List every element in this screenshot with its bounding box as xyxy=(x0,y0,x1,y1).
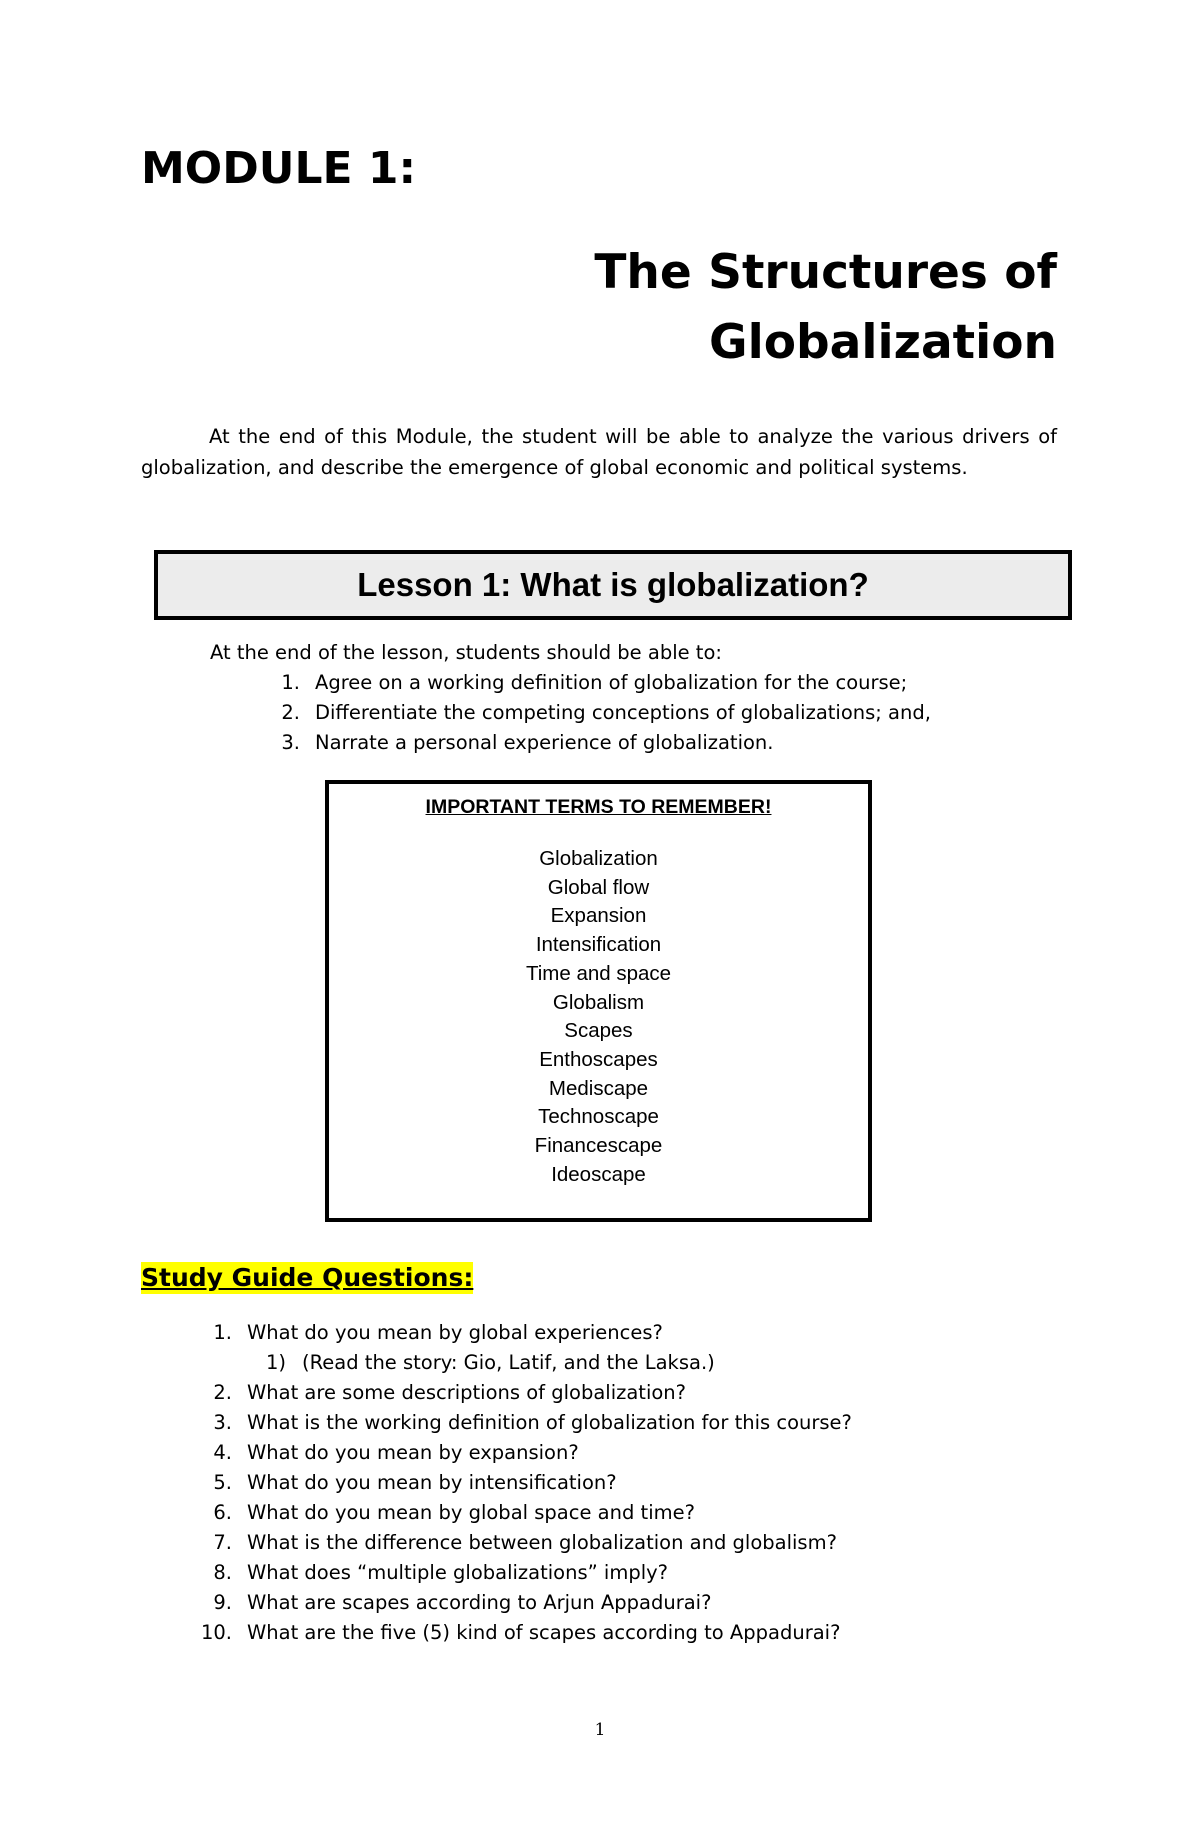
study-question xyxy=(200,1438,852,1468)
terms-list xyxy=(329,845,868,1189)
module-title-line-1: The Structures of xyxy=(594,245,1057,300)
objective-item xyxy=(270,668,931,698)
term-item: Expansion xyxy=(550,904,647,928)
question-number: 7. xyxy=(213,1531,232,1554)
term-item: Time and space xyxy=(525,961,672,985)
question-text: What are the five (5) kind of scapes according to Appadurai? xyxy=(247,1621,841,1644)
study-question xyxy=(200,1318,852,1348)
module-intro-text: At the end of this Module, the student will be able to analyze the various drivers of globalization, and describe the emergence of global economic and political systems. xyxy=(141,425,1057,479)
question-number: 5. xyxy=(213,1471,232,1494)
question-number: 10. xyxy=(200,1621,232,1644)
study-questions-list xyxy=(200,1318,852,1648)
term-item: Technoscape xyxy=(538,1105,659,1129)
question-text: What do you mean by intensification? xyxy=(247,1471,617,1494)
study-question xyxy=(200,1588,852,1618)
term-item: Ideoscape xyxy=(551,1162,646,1186)
question-text: What are some descriptions of globalization? xyxy=(247,1381,686,1404)
question-text: What do you mean by expansion? xyxy=(247,1441,579,1464)
term-item: Mediscape xyxy=(548,1076,649,1100)
study-question xyxy=(200,1498,852,1528)
study-question xyxy=(200,1618,852,1648)
study-question xyxy=(200,1408,852,1438)
lesson-title: Lesson 1: What is globalization? xyxy=(357,566,869,603)
question-text: What do you mean by global experiences? xyxy=(247,1321,663,1344)
terms-heading: IMPORTANT TERMS TO REMEMBER! xyxy=(425,796,772,818)
term-item: Globalization xyxy=(539,847,658,870)
question-text: What do you mean by global space and time? xyxy=(247,1501,695,1524)
question-text: What is the difference between globalization and globalism? xyxy=(247,1531,837,1554)
objectives-list xyxy=(270,668,931,758)
question-text: (Read the story: Gio, Latif, and the Laksa.) xyxy=(302,1351,715,1374)
study-guide-heading: Study Guide Questions: xyxy=(141,1263,474,1292)
module-intro-paragraph xyxy=(141,421,1057,483)
objectives-intro: At the end of the lesson, students should be able to: xyxy=(210,641,722,664)
term-item: Intensification xyxy=(535,933,662,957)
study-question xyxy=(200,1558,852,1588)
question-text: What is the working definition of globalization for this course? xyxy=(247,1411,852,1434)
question-text: What are scapes according to Arjun Appadurai? xyxy=(247,1591,712,1614)
module-title-line-2: Globalization xyxy=(709,315,1057,370)
study-question-subitem xyxy=(200,1348,852,1378)
page-number: 1 xyxy=(594,1720,606,1740)
question-number: 2. xyxy=(213,1381,232,1404)
term-item: Enthoscapes xyxy=(539,1047,658,1071)
question-number: 8. xyxy=(213,1561,232,1584)
question-number: 3. xyxy=(213,1411,232,1434)
term-item: Scapes xyxy=(564,1019,633,1043)
study-question xyxy=(200,1528,852,1558)
objective-text: Narrate a personal experience of globalization. xyxy=(315,731,774,754)
question-number: 1) xyxy=(265,1351,286,1374)
objective-item xyxy=(270,698,931,728)
question-text: What does “multiple globalizations” imply? xyxy=(247,1561,669,1584)
module-title xyxy=(594,238,1057,378)
question-number: 9. xyxy=(213,1591,232,1614)
study-question xyxy=(200,1378,852,1408)
lesson-banner xyxy=(154,550,1072,620)
objective-number: 3. xyxy=(281,731,300,754)
important-terms-box xyxy=(325,780,872,1222)
objective-item xyxy=(270,728,931,758)
objective-text: Differentiate the competing conceptions of globalizations; and, xyxy=(315,701,931,724)
term-item: Global flow xyxy=(547,875,650,899)
question-number: 1. xyxy=(213,1321,232,1344)
term-item: Financescape xyxy=(534,1134,663,1158)
study-question xyxy=(200,1468,852,1498)
objective-text: Agree on a working definition of globalization for the course; xyxy=(315,671,908,694)
module-heading: MODULE 1: xyxy=(141,143,417,194)
objective-number: 1. xyxy=(281,671,300,694)
question-number: 4. xyxy=(213,1441,232,1464)
question-number: 6. xyxy=(213,1501,232,1524)
objective-number: 2. xyxy=(281,701,300,724)
term-item: Globalism xyxy=(552,990,645,1014)
